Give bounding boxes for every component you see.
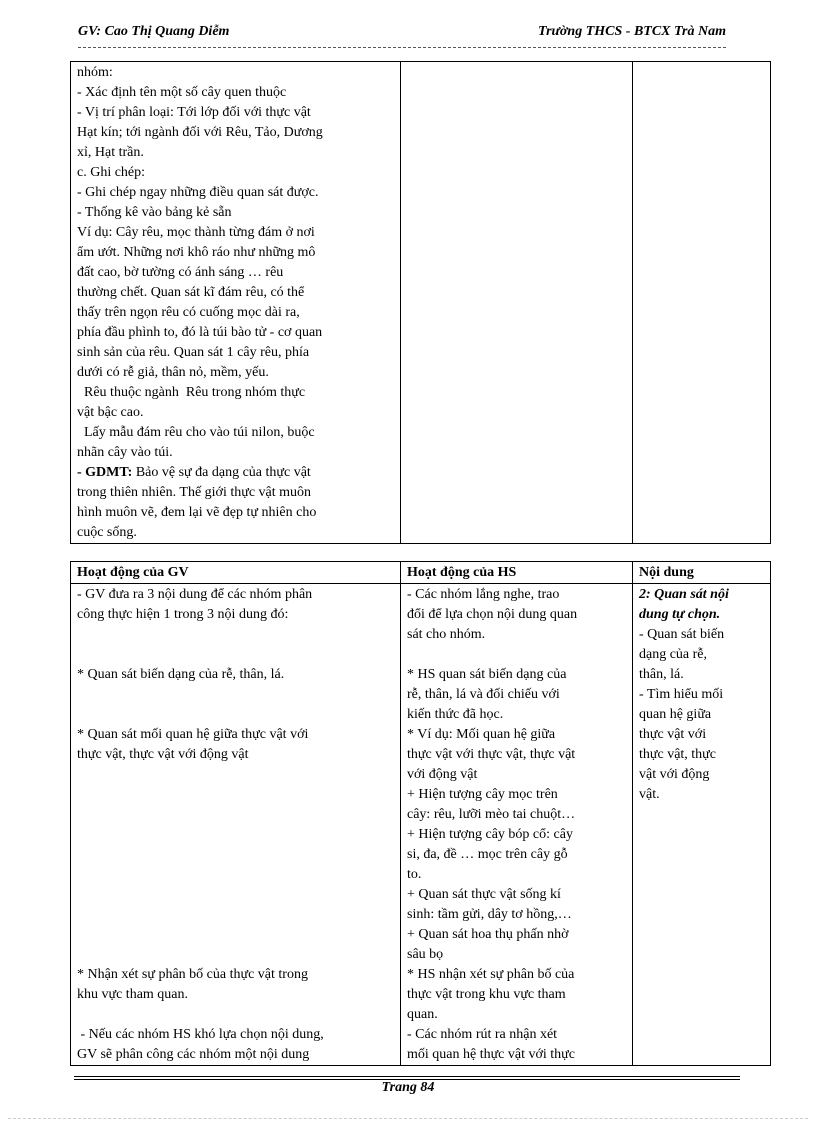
text-line: sát cho nhóm.: [407, 627, 486, 642]
text-line: si, đa, đề … mọc trên cây gỗ: [407, 847, 568, 862]
header-hs: Hoạt động của HS: [401, 562, 633, 584]
text-line: c. Ghi chép:: [77, 165, 146, 180]
text-line: [77, 625, 394, 645]
text-line: đất cao, bờ tường có ánh sáng … rêu: [77, 265, 284, 280]
text-line: - Vị trí phân loại: Tới lớp đối với thực vật: [77, 105, 311, 120]
text-line: thường chết. Quan sát kĩ đám rêu, có thể: [77, 285, 305, 300]
text-line: + Hiện tượng cây bóp cổ: cây: [407, 827, 573, 842]
text-line: [77, 885, 394, 905]
text-line: khu vực tham quan.: [77, 987, 189, 1002]
text-line: [77, 645, 394, 665]
text-line: sinh sản của rêu. Quan sát 1 cây rêu, phía: [77, 345, 310, 360]
page-edge: [8, 1118, 808, 1119]
text-line: GV sẽ phân công các nhóm một nội dung: [77, 1047, 310, 1062]
text-line: - Thống kê vào bảng kẻ sẵn: [77, 205, 232, 220]
text-line: với động vật: [407, 767, 478, 782]
gdmt-line: hình muôn vẽ, đem lại vẽ đẹp tự nhiên cho: [77, 505, 317, 520]
hs-activity-cell: [401, 62, 633, 544]
gdmt-label: - GDMT:: [77, 465, 133, 480]
text-line: thực vật trong khu vực tham: [407, 987, 566, 1002]
text-line: mối quan hệ thực vật với thực: [407, 1047, 575, 1062]
text-line: - Quan sát biến: [639, 627, 725, 642]
text-line: kiến thức đã học.: [407, 707, 504, 722]
text-line: rễ, thân, lá và đối chiếu với: [407, 687, 560, 702]
text-line: nhóm:: [77, 65, 113, 80]
text-line: + Hiện tượng cây mọc trên: [407, 787, 558, 802]
text-line: - GV đưa ra 3 nội dung để các nhóm phân: [77, 587, 313, 602]
text-line: quan hệ giữa: [639, 707, 712, 722]
text-line: * HS quan sát biến dạng của: [407, 667, 567, 682]
text-line: quan.: [407, 1007, 438, 1022]
gdmt-line: trong thiên nhiên. Thế giới thực vật muôn: [77, 485, 312, 500]
header-gv: Hoạt động của GV: [71, 562, 401, 584]
page-number: Trang 84: [381, 1080, 435, 1095]
header-divider: [78, 47, 726, 48]
text-line: + Quan sát thực vật sống kí: [407, 887, 561, 902]
table-header-row: [71, 562, 771, 584]
text-line: [77, 905, 394, 925]
text-line: * HS nhận xét sự phân bố của: [407, 967, 575, 982]
text-line: nhãn cây vào túi.: [77, 445, 173, 460]
content-title: [639, 585, 764, 625]
text-line: [77, 925, 394, 945]
text-line: phía đầu phình to, đó là túi bào tử - cơ quan: [77, 325, 323, 340]
text-line: [77, 945, 394, 965]
text-line: ẩm ướt. Những nơi khô ráo như những mô: [77, 245, 316, 260]
text-line: vật.: [639, 787, 660, 802]
activity-table: [70, 561, 771, 1066]
text-line: Ví dụ: Cây rêu, mọc thành từng đám ở nơi: [77, 225, 315, 240]
text-line: [77, 785, 394, 805]
text-line: Rêu thuộc ngành Rêu trong nhóm thực: [77, 385, 306, 400]
text-line: thực vật, thực: [639, 747, 716, 762]
text-line: [77, 825, 394, 845]
text-line: dưới có rễ giả, thân nỏ, mềm, yếu.: [77, 365, 269, 380]
text-line: [77, 865, 394, 885]
text-line: đổi để lựa chọn nội dung quan: [407, 607, 578, 622]
text-line: xỉ, Hạt trần.: [77, 145, 144, 160]
text-line: [77, 1005, 394, 1025]
text-line: thực vật, thực vật với động vật: [77, 747, 249, 762]
gv-activity-cell: [71, 62, 401, 544]
text-line: thấy trên ngọn rêu có cuống mọc dài ra,: [77, 305, 300, 320]
text-line: [407, 645, 626, 665]
text-line: [77, 685, 394, 705]
hs-activity-text: [407, 585, 626, 1065]
text-line: [77, 845, 394, 865]
content-cell: [633, 62, 771, 544]
text-line: - Nếu các nhóm HS khó lựa chọn nội dung,: [77, 1027, 324, 1042]
text-line: * Nhận xét sự phân bố của thực vật trong: [77, 967, 308, 982]
text-line: 2: Quan sát nội: [639, 587, 729, 602]
teacher-name: GV: Cao Thị Quang Diễm: [78, 24, 230, 39]
continued-content-table: [70, 61, 771, 544]
text-line: thực vật với: [639, 727, 707, 742]
page-header: [78, 24, 726, 44]
gv-activity-text: [77, 585, 394, 1065]
school-name: Trường THCS - BTCX Trà Nam: [538, 24, 726, 39]
text-line: Hạt kín; tới ngành đối với Rêu, Tảo, Dương: [77, 125, 323, 140]
header-content: Nội dung: [633, 562, 771, 584]
table-row: [71, 584, 771, 1066]
content-cell: [633, 584, 771, 1066]
gdmt-line: cuộc sống.: [77, 525, 137, 540]
text-line: cây: rêu, lưỡi mèo tai chuột…: [407, 807, 576, 822]
text-line: * Ví dụ: Mối quan hệ giữa: [407, 727, 556, 742]
text-line: * Quan sát biến dạng của rễ, thân, lá.: [77, 667, 285, 682]
text-line: sinh: tầm gửi, dây tơ hồng,…: [407, 907, 572, 922]
text-line: + Quan sát hoa thụ phấn nhờ: [407, 927, 569, 942]
text-line: - Ghi chép ngay những điều quan sát được.: [77, 185, 319, 200]
gv-activity-cell: [71, 584, 401, 1066]
text-line: vật với động: [639, 767, 710, 782]
text-line: [77, 805, 394, 825]
text-line: Lấy mẫu đám rêu cho vào túi nilon, buộc: [77, 425, 315, 440]
text-line: - Các nhóm rút ra nhận xét: [407, 1027, 558, 1042]
content-text: [639, 625, 764, 805]
text-line: thân, lá.: [639, 667, 684, 682]
text-line: thực vật với thực vật, thực vật: [407, 747, 576, 762]
text-line: sâu bọ: [407, 947, 444, 962]
gv-activity-text: [77, 63, 394, 543]
footer-rule-top: [74, 1076, 740, 1077]
text-line: công thực hiện 1 trong 3 nội dung đó:: [77, 607, 289, 622]
text-line: - Các nhóm lắng nghe, trao: [407, 587, 560, 602]
text-line: [77, 765, 394, 785]
hs-activity-cell: [401, 584, 633, 1066]
text-line: * Quan sát mối quan hệ giữa thực vật với: [77, 727, 309, 742]
gdmt-line: [77, 463, 394, 483]
gdmt-text: Bảo vệ sự đa dạng của thực vật: [132, 465, 311, 480]
text-line: dung tự chọn.: [639, 607, 721, 622]
text-line: [77, 705, 394, 725]
text-line: vật bậc cao.: [77, 405, 144, 420]
text-line: dạng của rễ,: [639, 647, 708, 662]
text-line: - Xác định tên một số cây quen thuộc: [77, 85, 287, 100]
text-line: to.: [407, 867, 422, 882]
text-line: - Tìm hiểu mối: [639, 687, 724, 702]
